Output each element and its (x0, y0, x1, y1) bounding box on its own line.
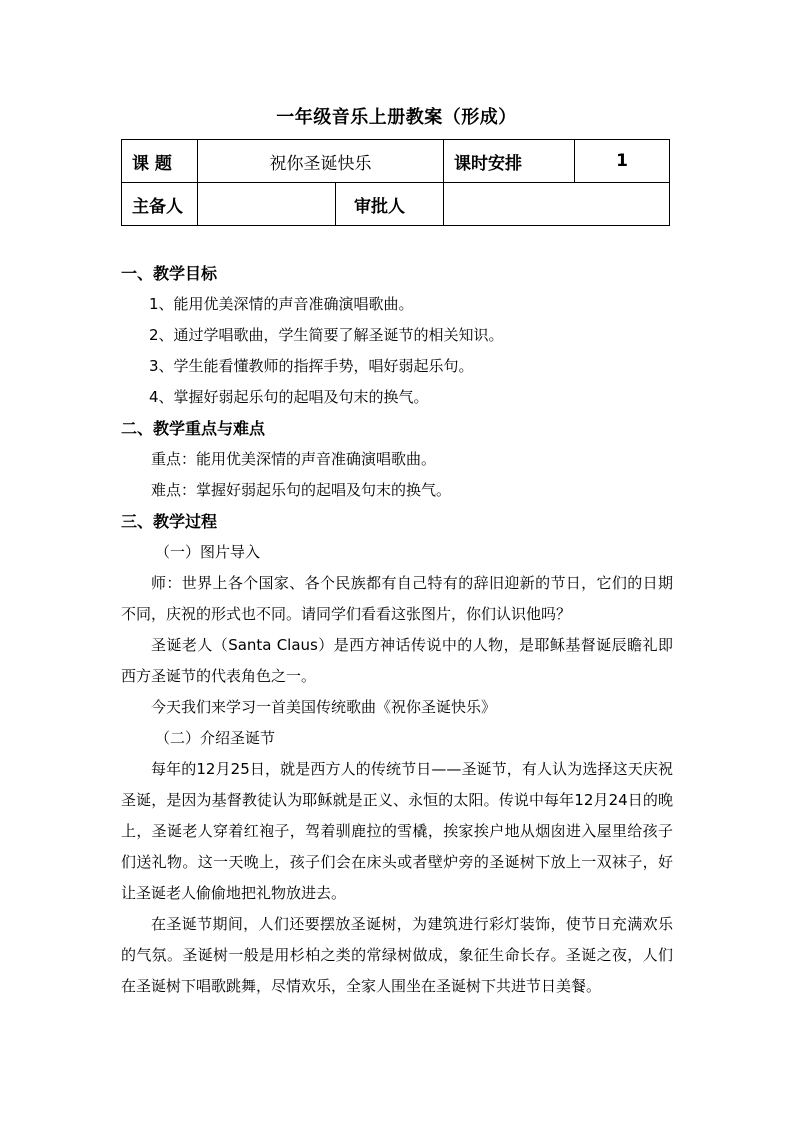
goal-item: 1、能用优美深情的声音准确演唱歌曲。 (149, 295, 414, 313)
difficulty-text: 难点：掌握好弱起乐句的起唱及句末的换气。 (151, 481, 452, 499)
topic-label: 课 题 (122, 140, 198, 183)
preparer-value (198, 183, 336, 226)
info-row-staff (122, 183, 670, 226)
section-keypoints-heading: 二、教学重点与难点 (121, 419, 266, 438)
approver-value (444, 183, 670, 226)
section-process-heading: 三、教学过程 (121, 512, 218, 531)
schedule-label: 课时安排 (444, 140, 575, 183)
goal-item: 3、学生能看懂教师的指挥手势，唱好弱起乐句。 (149, 357, 474, 375)
process-paragraph: 每年的12月25日，就是西方人的传统节日——圣诞节，有人认为选择这天庆祝圣诞，是因为基督教徒认为耶稣就是正义、永恒的太阳。传说中每年12月24日的晚上，圣诞老人穿着红袍子，驾着驯鹿拉的雪橇，挨家挨户地从烟囱进入屋里给孩子们送礼物。这一天晚上，孩子们会在床头或者壁炉旁的圣诞树下放上一双袜子，好让圣诞老人偷偷地把礼物放进去。 (121, 760, 673, 902)
goal-item: 4、掌握好弱起乐句的起唱及句末的换气。 (149, 388, 429, 406)
schedule-value: 1 (575, 140, 670, 183)
lesson-content (121, 258, 673, 1002)
process-paragraph: 在圣诞节期间，人们还要摆放圣诞树，为建筑进行彩灯装饰，使节日充满欢乐的气氛。圣诞树一般是用杉柏之类的常绿树做成，象征生命长存。圣诞之夜，人们在圣诞树下唱歌跳舞，尽情欢乐，全家人围坐在圣诞树下共进节日美餐。 (121, 915, 673, 995)
process-paragraph: 今天我们来学习一首美国传统歌曲《祝你圣诞快乐》 (151, 698, 497, 716)
approver-label: 审批人 (336, 183, 444, 226)
process-part2-heading: （二）介绍圣诞节 (155, 729, 276, 747)
process-paragraph: 师：世界上各个国家、各个民族都有自己特有的辞旧迎新的节日，它们的日期不同，庆祝的形式也不同。请同学们看看这张图片，你们认识他吗？ (121, 574, 673, 623)
process-part1-heading: （一）图片导入 (155, 543, 261, 561)
lesson-info-table (121, 139, 670, 226)
topic-value: 祝你圣诞快乐 (198, 140, 444, 183)
preparer-label: 主备人 (122, 183, 198, 226)
info-row-topic (122, 140, 670, 183)
document-title: 一年级音乐上册教案（形成） (276, 107, 517, 128)
goal-item: 2、通过学唱歌曲，学生简要了解圣诞节的相关知识。 (149, 326, 504, 344)
section-goals-heading: 一、教学目标 (121, 264, 218, 283)
process-paragraph: 圣诞老人（Santa Claus）是西方神话传说中的人物，是耶稣基督诞辰瞻礼即西方圣诞节的代表角色之一。 (121, 636, 673, 685)
key-point-text: 重点：能用优美深情的声音准确演唱歌曲。 (151, 450, 437, 468)
